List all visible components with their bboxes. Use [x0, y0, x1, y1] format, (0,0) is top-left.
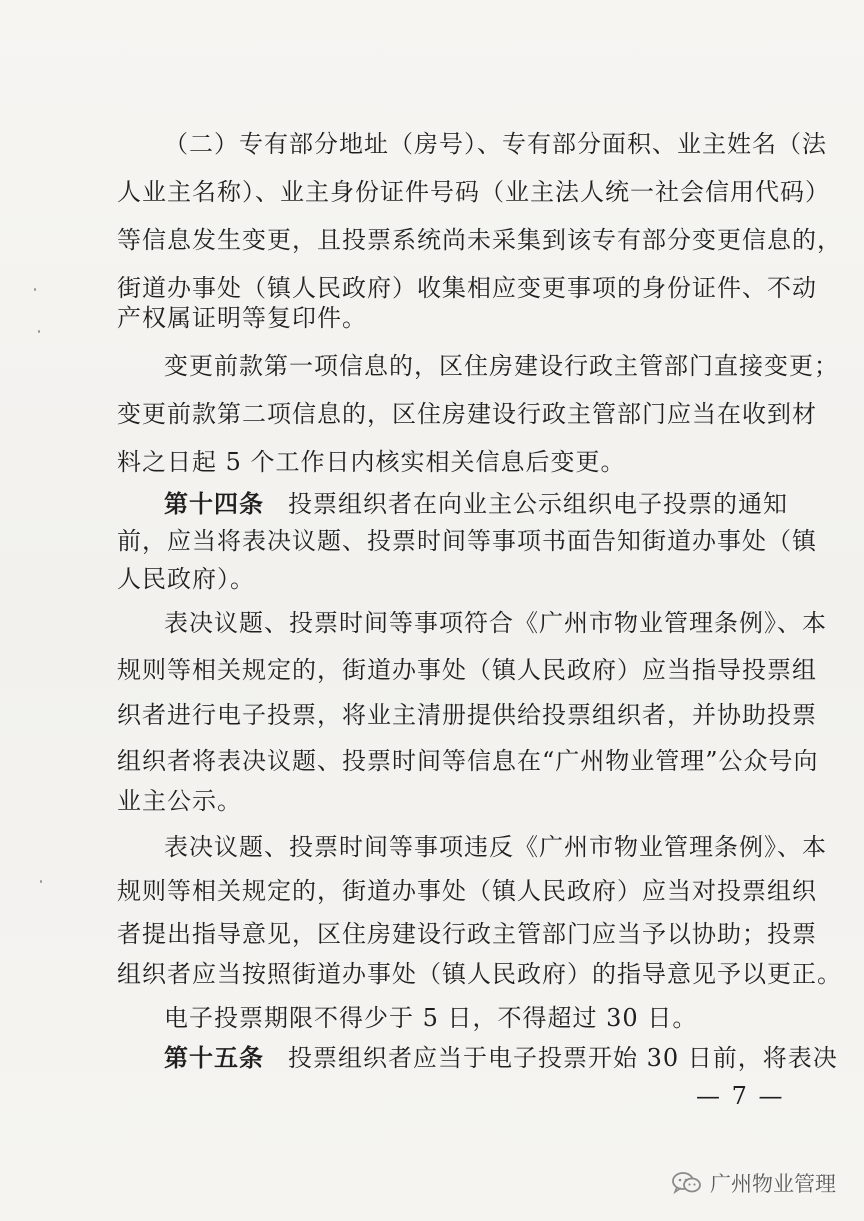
text-line-16: 业主公示。 [117, 787, 242, 815]
text-line-11: 人民政府）。 [117, 565, 255, 593]
text-line-2: 人业主名称）、业主身份证件号码（业主法人统一社会信用代码） [117, 178, 830, 206]
text-line-10: 前，应当将表决议题、投票时间等事项书面告知街道办事处（镇 [117, 527, 817, 555]
text-line-4: 街道办事处（镇人民政府）收集相应变更事项的身份证件、不动 [117, 274, 817, 302]
article-14-text: 投票组织者在向业主公示组织电子投票的通知 [288, 490, 788, 518]
text-line-13: 规则等相关规定的，街道办事处（镇人民政府）应当指导投票组 [117, 656, 817, 684]
scan-speck [34, 288, 36, 291]
text-line-14: 织者进行电子投票，将业主清册提供给投票组织者，并协助投票 [117, 701, 817, 729]
wechat-icon [672, 1171, 702, 1195]
text-line-5: 产权属证明等复印件。 [117, 304, 367, 332]
text-line-8: 料之日起 5 个工作日内核实相关信息后变更。 [117, 448, 626, 476]
text-line-12: 表决议题、投票时间等事项符合《广州市物业管理条例》、本 [164, 609, 827, 637]
text-line-1: （二）专有部分地址（房号）、专有部分面积、业主姓名（法 [164, 130, 827, 158]
article-15-label: 第十五条 [164, 1044, 264, 1072]
text-line-3: 等信息发生变更，且投票系统尚未采集到该专有部分变更信息的， [117, 226, 842, 254]
scan-speck [38, 330, 40, 333]
page-number: — 7 — [696, 1082, 785, 1110]
watermark-text: 广州物业管理 [710, 1172, 836, 1196]
text-line-15: 组织者将表决议题、投票时间等信息在“广州物业管理”公众号向 [117, 747, 819, 775]
text-line-6: 变更前款第一项信息的，区住房建设行政主管部门直接变更； [164, 352, 839, 380]
article-15-line [164, 1043, 838, 1073]
text-line-18: 规则等相关规定的，街道办事处（镇人民政府）应当对投票组织 [117, 877, 817, 905]
article-14-label: 第十四条 [164, 490, 264, 518]
watermark [672, 1166, 836, 1200]
text-line-17: 表决议题、投票时间等事项违反《广州市物业管理条例》、本 [164, 833, 827, 861]
article-14-line [164, 489, 788, 519]
text-line-19: 者提出指导意见，区住房建设行政主管部门应当予以协助；投票 [117, 920, 817, 948]
article-15-text: 投票组织者应当于电子投票开始 30 日前，将表决 [288, 1044, 838, 1072]
text-line-7: 变更前款第二项信息的，区住房建设行政主管部门应当在收到材 [117, 400, 817, 428]
scan-speck [40, 880, 42, 883]
text-line-20: 组织者应当按照街道办事处（镇人民政府）的指导意见予以更正。 [117, 960, 842, 988]
text-line-21: 电子投票期限不得少于 5 日，不得超过 30 日。 [164, 1004, 698, 1032]
